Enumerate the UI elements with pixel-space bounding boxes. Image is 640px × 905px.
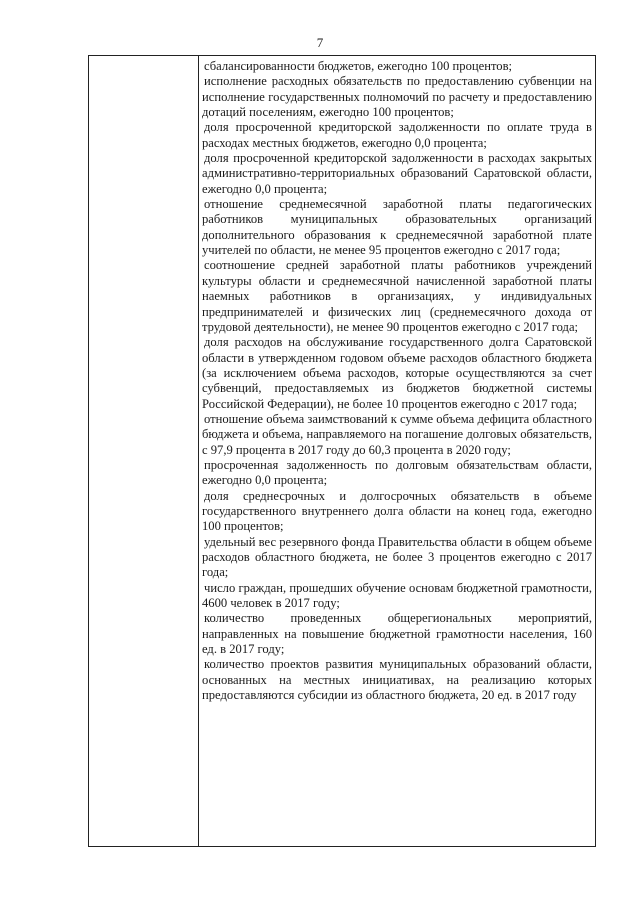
indicator-item: соотношение средней заработной платы работников учреждений культуры области и среднемесячной начисленной заработной платы наемных работников в организациях, у индивидуальных предпринимателей и физических лиц (среднемесячного дохода от трудовой деятельности), не менее 90 процентов ежегодно с 2017 года; bbox=[202, 258, 592, 334]
table-left-cell bbox=[89, 56, 199, 846]
indicator-item: количество проведенных общерегиональных мероприятий, направленных на повышение бюджетной грамотности населения, 160 ед. в 2017 году; bbox=[202, 611, 592, 657]
page-number: 7 bbox=[316, 35, 324, 50]
indicator-item: удельный вес резервного фонда Правительства области в общем объеме расходов областного бюджета, не более 3 процентов ежегодно с 2017 года; bbox=[202, 534, 592, 580]
indicator-item: исполнение расходных обязательств по предоставлению субвенции на исполнение государственных полномочий по расчету и предоставлению дотаций поселениям, ежегодно 100 процентов; bbox=[202, 74, 592, 120]
indicator-item: доля расходов на обслуживание государственного долга Саратовской области в утвержденном годовом объеме расходов областного бюджета (за исключением объема расходов, которые осуществляются за счет субвенций, предоставляемых из бюджетов бюджетной системы Российской Федерации), не более 10 процентов ежегодно с 2017 года; bbox=[202, 335, 592, 411]
indicators-table bbox=[88, 55, 596, 847]
indicator-item: отношение объема заимствований к сумме объема дефицита областного бюджета и объема, направляемого на погашение долговых обязательств, с 97,9 процента в 2017 году до 60,3 процента в 2020 году; bbox=[202, 411, 592, 457]
indicator-item: сбалансированности бюджетов, ежегодно 100 процентов; bbox=[204, 59, 513, 73]
indicator-item: просроченная задолженность по долговым обязательствам области, ежегодно 0,0 процента; bbox=[202, 457, 592, 488]
indicator-item: доля просроченной кредиторской задолженности в расходах закрытых административно-территориальных образований Саратовской области, ежегодно 0,0 процента; bbox=[202, 151, 592, 196]
table-right-cell bbox=[199, 56, 595, 846]
indicator-item: число граждан, прошедших обучение основам бюджетной грамотности, 4600 человек в 2017 году; bbox=[202, 580, 592, 611]
indicator-item: количество проектов развития муниципальных образований области, основанных на местных инициативах, на реализацию которых предоставляются субсидии из областного бюджета, 20 ед. в 2017 году bbox=[202, 657, 592, 703]
indicator-item: отношение среднемесячной заработной платы педагогических работников муниципальных образовательных организаций дополнительного образования к среднемесячной заработной плате учителей по области, не менее 95 процентов ежегодно с 2017 года; bbox=[202, 197, 592, 258]
indicator-item: доля просроченной кредиторской задолженности по оплате труда в расходах местных бюджетов, ежегодно 0,0 процента; bbox=[202, 120, 592, 150]
indicator-item: доля среднесрочных и долгосрочных обязательств в объеме государственного внутреннего долга области на конец года, ежегодно 100 процентов; bbox=[202, 488, 592, 534]
